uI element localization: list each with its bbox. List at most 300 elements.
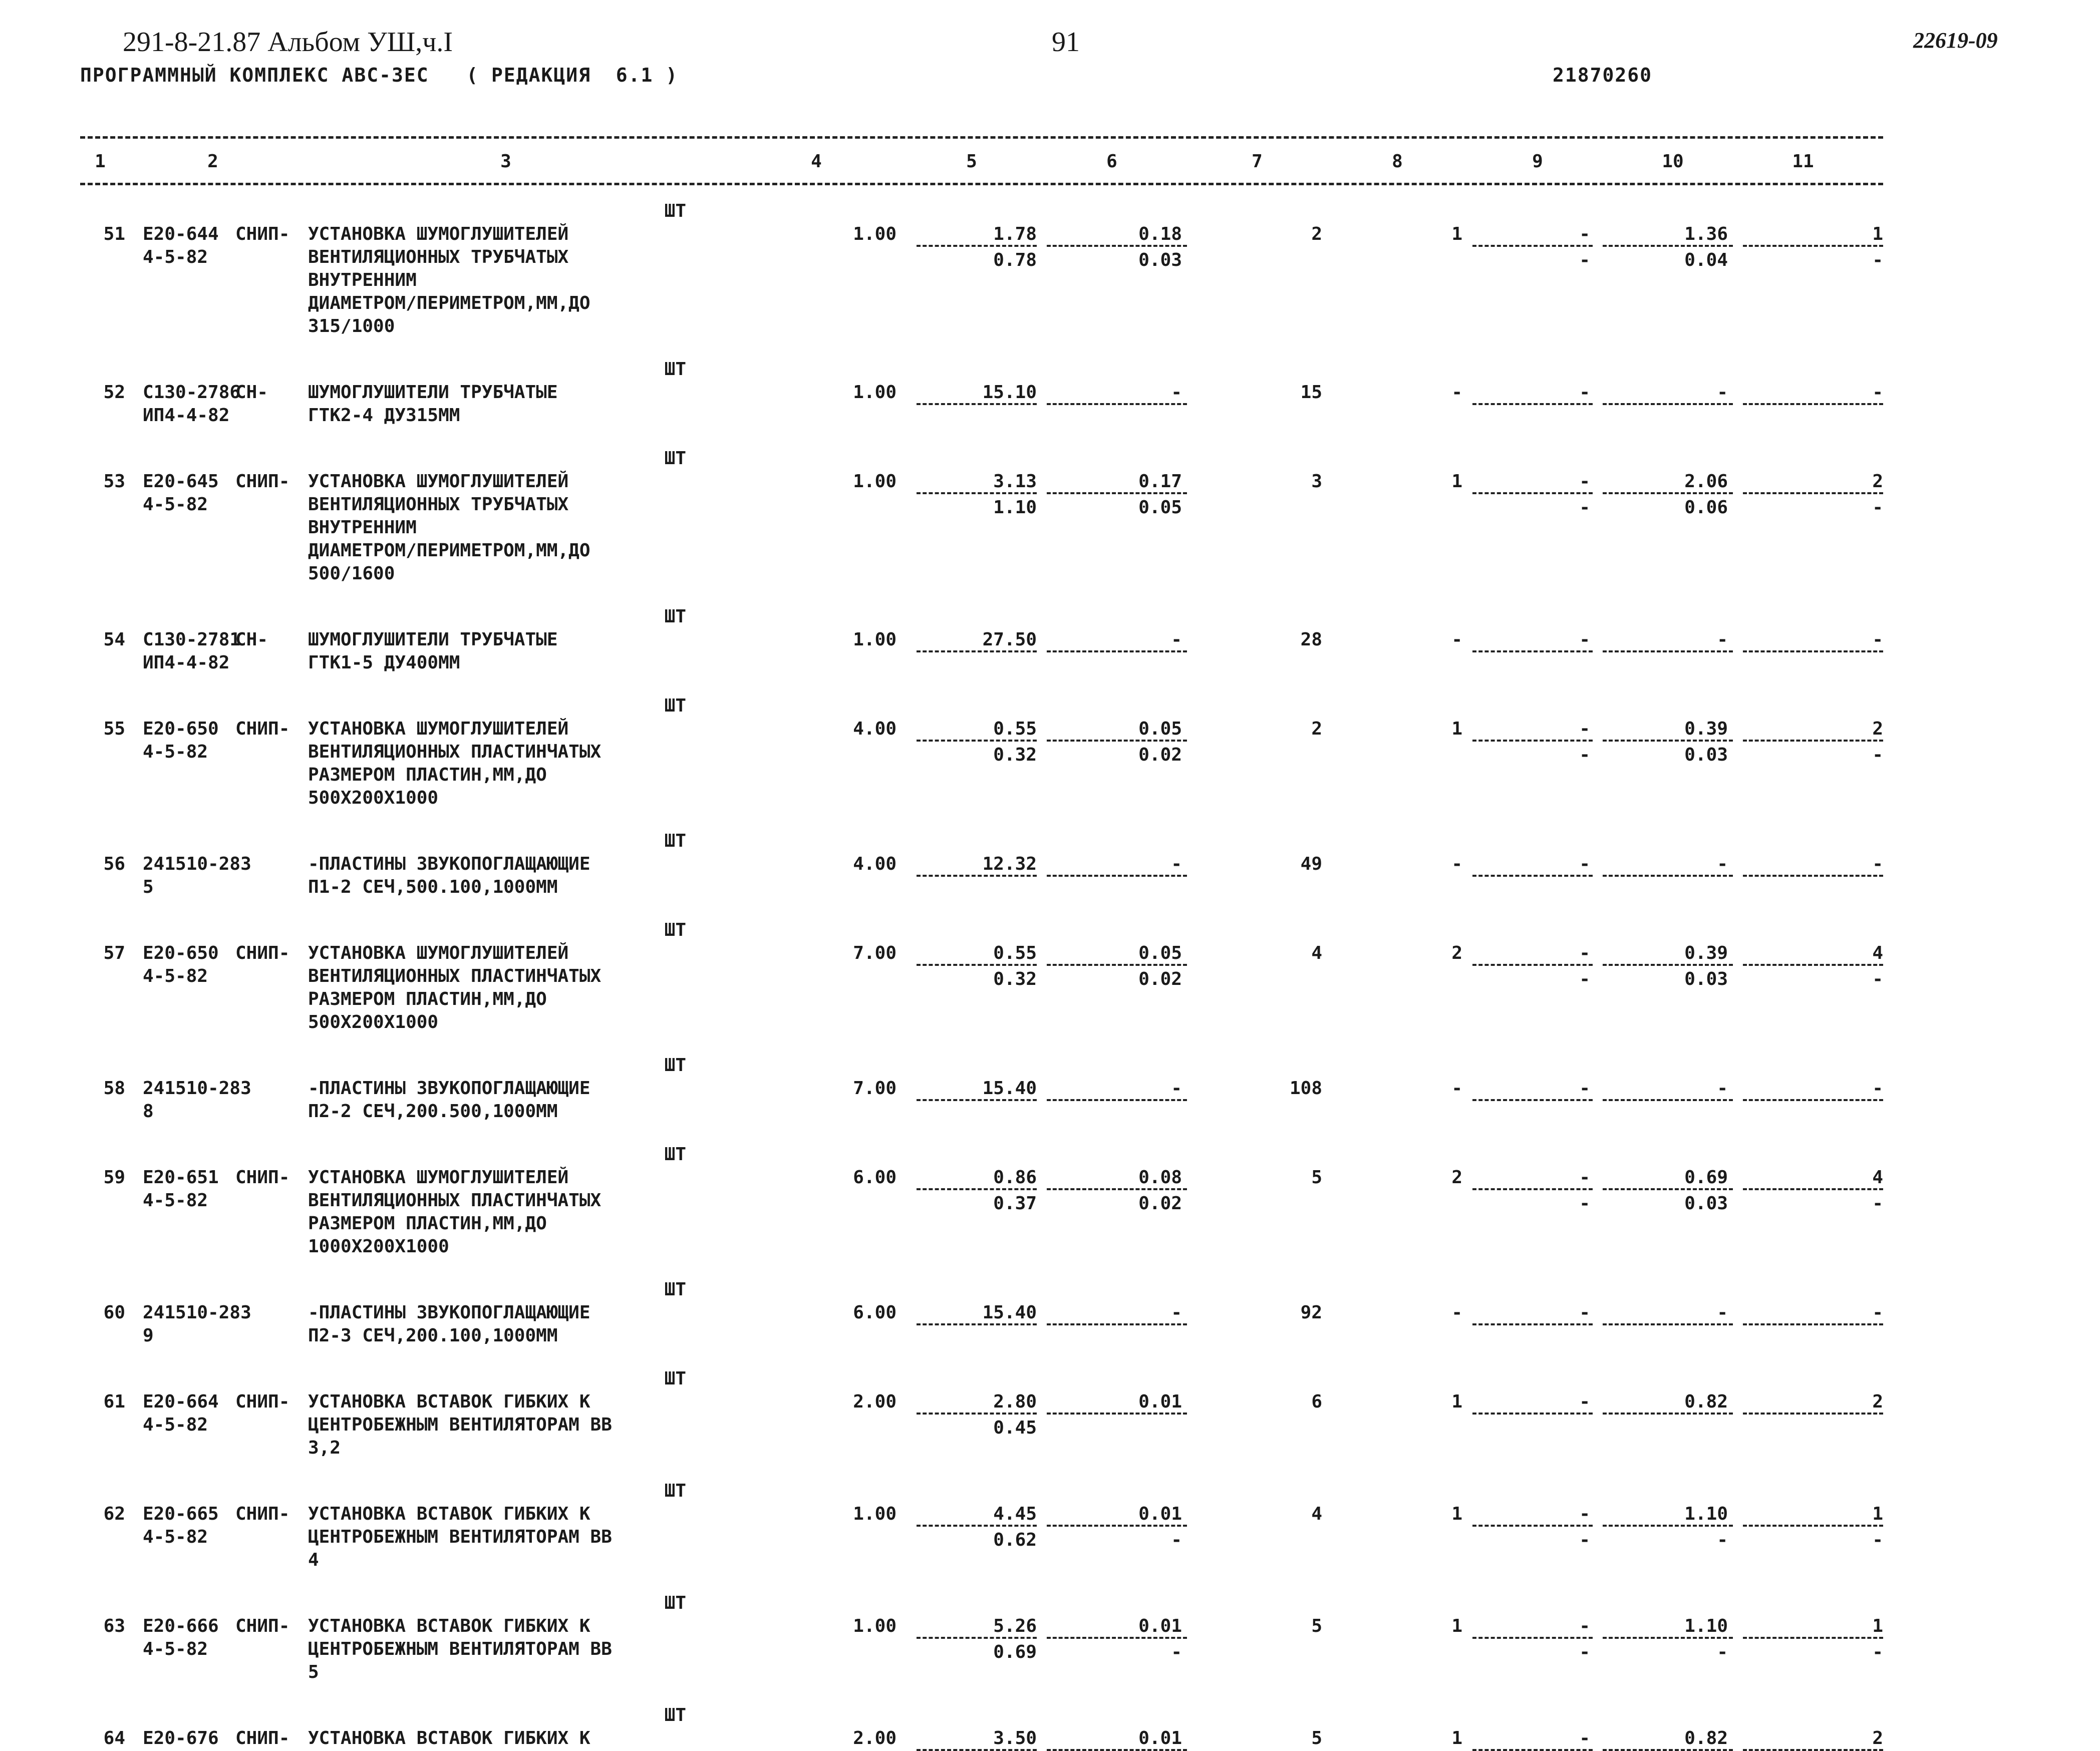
value-separator	[1047, 1413, 1187, 1415]
quantity: 6.00	[853, 1302, 896, 1323]
work-description: -ПЛАСТИНЫ ЗВУКОПОГЛАЩАЮЩИЕ	[308, 854, 590, 874]
cell-col-6: 0.05	[1138, 943, 1182, 963]
norm-source-detail: 4-5-82	[143, 247, 208, 267]
value-separator	[1603, 245, 1733, 247]
norm-code: Е20-664	[143, 1391, 219, 1412]
cell-col-8: 1	[1451, 1616, 1462, 1636]
norm-source: СНИП-	[235, 1504, 290, 1524]
norm-source-detail: 4-5-82	[143, 966, 208, 986]
value-separator	[1472, 875, 1593, 877]
value-separator	[917, 1323, 1037, 1325]
cell-col-6: -	[1171, 1302, 1182, 1323]
cell-col-9-secondary: -	[1579, 1642, 1590, 1662]
work-description: П2-2 СЕЧ,200.500,1000ММ	[308, 1101, 558, 1122]
row-number: 64	[103, 1728, 125, 1748]
cell-col-10: 2.06	[1684, 471, 1728, 492]
cell-col-9-secondary: -	[1579, 1530, 1590, 1550]
row-number: 57	[103, 943, 125, 963]
work-description: ШУМОГЛУШИТЕЛИ ТРУБЧАТЫЕ	[308, 629, 558, 650]
quantity: 1.00	[853, 1504, 896, 1524]
value-separator	[1743, 964, 1883, 966]
cell-col-11: 4	[1872, 1167, 1883, 1188]
cell-col-10: 1.36	[1684, 224, 1728, 244]
work-description: ЦЕНТРОБЕЖНЫМ ВЕНТИЛЯТОРАМ ВВ	[308, 1527, 612, 1547]
cell-col-5: 5.26	[993, 1616, 1037, 1636]
norm-source-detail: 4-5-82	[143, 1415, 208, 1435]
cell-col-9: -	[1579, 1391, 1590, 1412]
cell-col-7: 5	[1311, 1167, 1322, 1188]
cell-col-7: 108	[1289, 1078, 1322, 1099]
cell-col-5: 2.80	[993, 1391, 1037, 1412]
cell-col-9: -	[1579, 1504, 1590, 1524]
cell-col-9: -	[1579, 471, 1590, 492]
norm-source-detail: 4-5-82	[143, 1190, 208, 1211]
value-separator	[1047, 492, 1187, 494]
work-description: ВЕНТИЛЯЦИОННЫХ ТРУБЧАТЫХ	[308, 494, 569, 515]
work-description: ВНУТРЕННИМ	[308, 517, 417, 538]
cell-col-11-secondary: -	[1872, 1193, 1883, 1214]
value-separator	[1603, 740, 1733, 742]
cell-col-8: -	[1451, 382, 1462, 403]
quantity: 1.00	[853, 224, 896, 244]
cell-col-9: -	[1579, 1728, 1590, 1748]
cell-col-6-secondary: 0.02	[1138, 969, 1182, 989]
cell-col-11: 2	[1872, 471, 1883, 492]
cell-col-6-secondary: 0.05	[1138, 497, 1182, 518]
cell-col-6: 0.17	[1138, 471, 1182, 492]
album-reference: 291-8-21.87 Альбом УШ,ч.I	[123, 27, 453, 58]
cell-col-7: 15	[1300, 382, 1322, 403]
work-description: 5	[308, 1662, 319, 1682]
work-description: ВЕНТИЛЯЦИОННЫХ ПЛАСТИНЧАТЫХ	[308, 966, 602, 986]
handwritten-stamp: 22619-09	[1913, 28, 1998, 53]
norm-source: СН-	[235, 629, 268, 650]
cell-col-7: 3	[1311, 471, 1322, 492]
norm-code: С130-2781	[143, 629, 241, 650]
row-number: 60	[103, 1302, 125, 1323]
column-header-8: 8	[1392, 151, 1403, 172]
value-separator	[917, 1749, 1037, 1751]
cell-col-10-secondary: 0.04	[1684, 250, 1728, 270]
row-number: 55	[103, 719, 125, 739]
row-number: 61	[103, 1391, 125, 1412]
cell-col-6: 0.18	[1138, 224, 1182, 244]
cell-col-11: 2	[1872, 1728, 1883, 1748]
norm-source-detail: 4-5-82	[143, 1639, 208, 1659]
work-description: ЦЕНТРОБЕЖНЫМ ВЕНТИЛЯТОРАМ ВВ	[308, 1415, 612, 1435]
row-number: 53	[103, 471, 125, 492]
work-description: УСТАНОВКА ШУМОГЛУШИТЕЛЕЙ	[308, 1167, 569, 1188]
quantity: 1.00	[853, 382, 896, 403]
work-description: 500Х200Х1000	[308, 1012, 439, 1032]
cell-col-9: -	[1579, 1302, 1590, 1323]
value-separator	[1603, 403, 1733, 405]
cell-col-11-secondary: -	[1872, 250, 1883, 270]
cell-col-6: 0.05	[1138, 719, 1182, 739]
cell-col-11: -	[1872, 1302, 1883, 1323]
cell-col-9-secondary: -	[1579, 497, 1590, 518]
value-separator	[1472, 492, 1593, 494]
cell-col-10: 1.10	[1684, 1616, 1728, 1636]
cell-col-6: 0.01	[1138, 1616, 1182, 1636]
work-description: УСТАНОВКА ШУМОГЛУШИТЕЛЕЙ	[308, 943, 569, 963]
work-description: -ПЛАСТИНЫ ЗВУКОПОГЛАЩАЮЩИЕ	[308, 1302, 590, 1323]
cell-col-11: -	[1872, 629, 1883, 650]
cell-col-6: -	[1171, 1078, 1182, 1099]
value-separator	[1047, 1525, 1187, 1527]
row-number: 58	[103, 1078, 125, 1099]
cell-col-10: -	[1717, 1078, 1728, 1099]
cell-col-9: -	[1579, 382, 1590, 403]
norm-source-detail: ИП4-4-82	[143, 652, 230, 673]
unit-label: ШТ	[664, 695, 686, 716]
cell-col-6: -	[1171, 382, 1182, 403]
value-separator	[1047, 740, 1187, 742]
cell-col-6: 0.08	[1138, 1167, 1182, 1188]
cell-col-5: 0.55	[993, 719, 1037, 739]
value-separator	[1603, 650, 1733, 652]
value-separator	[1743, 492, 1883, 494]
work-description: РАЗМЕРОМ ПЛАСТИН,ММ,ДО	[308, 765, 547, 785]
value-separator	[1743, 650, 1883, 652]
cell-col-5: 15.10	[982, 382, 1037, 403]
value-separator	[1743, 1637, 1883, 1639]
cell-col-5: 0.55	[993, 943, 1037, 963]
work-description: П1-2 СЕЧ,500.100,1000ММ	[308, 877, 558, 897]
norm-code: Е20-650	[143, 943, 219, 963]
cell-col-5-secondary: 0.32	[993, 969, 1037, 989]
cell-col-10: 1.10	[1684, 1504, 1728, 1524]
cell-col-8: 1	[1451, 1728, 1462, 1748]
work-description: ШУМОГЛУШИТЕЛИ ТРУБЧАТЫЕ	[308, 382, 558, 403]
cell-col-6-secondary: -	[1171, 1530, 1182, 1550]
cell-col-5-secondary: 0.37	[993, 1193, 1037, 1214]
cell-col-10: -	[1717, 629, 1728, 650]
unit-label: ШТ	[664, 201, 686, 221]
work-description: ВЕНТИЛЯЦИОННЫХ ПЛАСТИНЧАТЫХ	[308, 1190, 602, 1211]
norm-source-detail: 8	[143, 1101, 154, 1122]
norm-source: СНИП-	[235, 719, 290, 739]
value-separator	[1743, 1749, 1883, 1751]
norm-source-detail: 9	[143, 1325, 154, 1346]
value-separator	[1743, 875, 1883, 877]
norm-code: Е20-644	[143, 224, 219, 244]
cell-col-5: 15.40	[982, 1078, 1037, 1099]
work-description: УСТАНОВКА ВСТАВОК ГИБКИХ К	[308, 1616, 590, 1636]
work-description: 3,2	[308, 1438, 341, 1458]
unit-label: ШТ	[664, 448, 686, 469]
quantity: 6.00	[853, 1167, 896, 1188]
cell-col-5-secondary: 0.69	[993, 1642, 1037, 1662]
norm-source: СНИП-	[235, 1728, 290, 1748]
cell-col-5: 3.13	[993, 471, 1037, 492]
cell-col-7: 6	[1311, 1391, 1322, 1412]
cell-col-8: -	[1451, 1302, 1462, 1323]
cell-col-6-secondary: -	[1171, 1642, 1182, 1662]
cell-col-7: 4	[1311, 943, 1322, 963]
value-separator	[1047, 650, 1187, 652]
cell-col-5-secondary: 0.45	[993, 1418, 1037, 1438]
cell-col-10-secondary: -	[1717, 1642, 1728, 1662]
cell-col-8: 1	[1451, 719, 1462, 739]
cell-col-9: -	[1579, 1616, 1590, 1636]
value-separator	[1047, 1323, 1187, 1325]
work-description: ДИАМЕТРОМ/ПЕРИМЕТРОМ,ММ,ДО	[308, 540, 590, 561]
norm-source: СНИП-	[235, 1616, 290, 1636]
quantity: 2.00	[853, 1391, 896, 1412]
value-separator	[1472, 1637, 1593, 1639]
work-description: ГТК1-5 ДУ400ММ	[308, 652, 460, 673]
norm-source: СН-	[235, 382, 268, 403]
cell-col-9: -	[1579, 629, 1590, 650]
norm-source: СНИП-	[235, 943, 290, 963]
cell-col-6: -	[1171, 854, 1182, 874]
work-description: 500/1600	[308, 563, 395, 584]
cell-col-11: 1	[1872, 224, 1883, 244]
value-separator	[1047, 1749, 1187, 1751]
work-description: УСТАНОВКА ШУМОГЛУШИТЕЛЕЙ	[308, 719, 569, 739]
cell-col-9-secondary: -	[1579, 250, 1590, 270]
cell-col-5-secondary: 0.62	[993, 1530, 1037, 1550]
value-separator	[1603, 1525, 1733, 1527]
value-separator	[1472, 1323, 1593, 1325]
unit-label: ШТ	[664, 1055, 686, 1076]
cell-col-10: 0.82	[1684, 1391, 1728, 1412]
norm-source-detail: 5	[143, 877, 154, 897]
cell-col-9-secondary: -	[1579, 1193, 1590, 1214]
norm-source: СНИП-	[235, 224, 290, 244]
value-separator	[1047, 403, 1187, 405]
cell-col-8: 2	[1451, 1167, 1462, 1188]
cell-col-9: -	[1579, 1078, 1590, 1099]
value-separator	[1603, 1323, 1733, 1325]
norm-code: Е20-651	[143, 1167, 219, 1188]
norm-code: 241510-283	[143, 854, 251, 874]
work-description: УСТАНОВКА ВСТАВОК ГИБКИХ К	[308, 1504, 590, 1524]
work-description: ДИАМЕТРОМ/ПЕРИМЕТРОМ,ММ,ДО	[308, 293, 590, 313]
cell-col-7: 5	[1311, 1728, 1322, 1748]
cell-col-7: 49	[1300, 854, 1322, 874]
cell-col-11-secondary: -	[1872, 1530, 1883, 1550]
value-separator	[917, 1525, 1037, 1527]
cell-col-8: 2	[1451, 943, 1462, 963]
norm-source: СНИП-	[235, 471, 290, 492]
work-description: РАЗМЕРОМ ПЛАСТИН,ММ,ДО	[308, 989, 547, 1009]
cell-col-5: 0.86	[993, 1167, 1037, 1188]
quantity: 2.00	[853, 1728, 896, 1748]
value-separator	[1743, 1413, 1883, 1415]
norm-code: Е20-666	[143, 1616, 219, 1636]
column-header-2: 2	[207, 151, 218, 172]
value-separator	[1472, 1099, 1593, 1101]
cell-col-6-secondary: 0.03	[1138, 250, 1182, 270]
value-separator	[1603, 964, 1733, 966]
unit-label: ШТ	[664, 359, 686, 380]
cell-col-5: 3.50	[993, 1728, 1037, 1748]
cell-col-7: 92	[1300, 1302, 1322, 1323]
cell-col-6: 0.01	[1138, 1391, 1182, 1412]
cell-col-8: 1	[1451, 224, 1462, 244]
cell-col-9: -	[1579, 854, 1590, 874]
cell-col-10: 0.39	[1684, 719, 1728, 739]
cell-col-9-secondary: -	[1579, 745, 1590, 765]
cell-col-7: 5	[1311, 1616, 1322, 1636]
cell-col-8: 1	[1451, 471, 1462, 492]
value-separator	[1743, 403, 1883, 405]
value-separator	[1472, 1525, 1593, 1527]
norm-code: Е20-650	[143, 719, 219, 739]
unit-label: ШТ	[664, 831, 686, 851]
norm-code: Е20-665	[143, 1504, 219, 1524]
cell-col-5-secondary: 0.78	[993, 250, 1037, 270]
quantity: 1.00	[853, 629, 896, 650]
cell-col-10: -	[1717, 1302, 1728, 1323]
norm-code: Е20-645	[143, 471, 219, 492]
value-separator	[917, 964, 1037, 966]
unit-label: ШТ	[664, 1368, 686, 1389]
program-title: ПРОГРАММНЫЙ КОМПЛЕКС АВС-3ЕС ( РЕДАКЦИЯ 6.1 )	[80, 64, 679, 86]
cell-col-11: 1	[1872, 1616, 1883, 1636]
value-separator	[917, 245, 1037, 247]
cell-col-10: 0.82	[1684, 1728, 1728, 1748]
cell-col-10-secondary: 0.06	[1684, 497, 1728, 518]
column-header-1: 1	[95, 151, 106, 172]
cell-col-7: 28	[1300, 629, 1322, 650]
row-number: 59	[103, 1167, 125, 1188]
value-separator	[917, 403, 1037, 405]
value-separator	[1743, 1323, 1883, 1325]
cell-col-8: -	[1451, 1078, 1462, 1099]
value-separator	[1743, 1188, 1883, 1190]
value-separator	[1603, 1099, 1733, 1101]
norm-source-detail: 4-5-82	[143, 742, 208, 762]
work-description: ГТК2-4 ДУ315ММ	[308, 405, 460, 426]
cell-col-10: -	[1717, 382, 1728, 403]
cell-col-5: 15.40	[982, 1302, 1037, 1323]
quantity: 4.00	[853, 854, 896, 874]
value-separator	[917, 650, 1037, 652]
cell-col-9: -	[1579, 224, 1590, 244]
cell-col-11: -	[1872, 382, 1883, 403]
quantity: 1.00	[853, 1616, 896, 1636]
value-separator	[917, 1099, 1037, 1101]
cell-col-5-secondary: 1.10	[993, 497, 1037, 518]
quantity: 1.00	[853, 471, 896, 492]
value-separator	[917, 875, 1037, 877]
value-separator	[1472, 964, 1593, 966]
unit-label: ШТ	[664, 920, 686, 940]
value-separator	[1603, 1749, 1733, 1751]
work-description: ВНУТРЕННИМ	[308, 270, 417, 290]
quantity: 4.00	[853, 719, 896, 739]
cell-col-11: 1	[1872, 1504, 1883, 1524]
cell-col-8: -	[1451, 629, 1462, 650]
value-separator	[1603, 1637, 1733, 1639]
cell-col-5-secondary: 0.32	[993, 745, 1037, 765]
value-separator	[1472, 1749, 1593, 1751]
work-description: 315/1000	[308, 316, 395, 336]
cell-col-8: 1	[1451, 1504, 1462, 1524]
cell-col-6: 0.01	[1138, 1728, 1182, 1748]
cell-col-6-secondary: 0.02	[1138, 745, 1182, 765]
unit-label: ШТ	[664, 1593, 686, 1613]
value-separator	[917, 1188, 1037, 1190]
unit-label: ШТ	[664, 1144, 686, 1165]
value-separator	[1472, 403, 1593, 405]
value-separator	[917, 1413, 1037, 1415]
cell-col-10: 0.69	[1684, 1167, 1728, 1188]
row-number: 56	[103, 854, 125, 874]
value-separator	[1472, 1413, 1593, 1415]
unit-label: ШТ	[664, 1481, 686, 1501]
cell-col-6-secondary: 0.02	[1138, 1193, 1182, 1214]
value-separator	[917, 740, 1037, 742]
cell-col-10-secondary: -	[1717, 1530, 1728, 1550]
row-number: 51	[103, 224, 125, 244]
value-separator	[1472, 1188, 1593, 1190]
unit-label: ШТ	[664, 606, 686, 627]
work-description: РАЗМЕРОМ ПЛАСТИН,ММ,ДО	[308, 1213, 547, 1234]
norm-code: Е20-676	[143, 1728, 219, 1748]
work-description: УСТАНОВКА ШУМОГЛУШИТЕЛЕЙ	[308, 471, 569, 492]
work-description: УСТАНОВКА ШУМОГЛУШИТЕЛЕЙ	[308, 224, 569, 244]
cell-col-5: 27.50	[982, 629, 1037, 650]
norm-code: 241510-283	[143, 1078, 251, 1099]
work-description: ВЕНТИЛЯЦИОННЫХ ТРУБЧАТЫХ	[308, 247, 569, 267]
cell-col-10-secondary: 0.03	[1684, 969, 1728, 989]
row-number: 62	[103, 1504, 125, 1524]
document-code: 21870260	[1553, 64, 1653, 86]
value-separator	[1047, 1188, 1187, 1190]
row-number: 54	[103, 629, 125, 650]
cell-col-11: -	[1872, 1078, 1883, 1099]
cell-col-11: 4	[1872, 943, 1883, 963]
column-header-11: 11	[1792, 151, 1814, 172]
cell-col-10: -	[1717, 854, 1728, 874]
column-header-7: 7	[1252, 151, 1263, 172]
work-description: УСТАНОВКА ВСТАВОК ГИБКИХ К	[308, 1728, 590, 1748]
column-header-9: 9	[1532, 151, 1543, 172]
column-header-10: 10	[1662, 151, 1684, 172]
norm-source: СНИП-	[235, 1391, 290, 1412]
cell-col-9: -	[1579, 1167, 1590, 1188]
norm-code: С130-2786	[143, 382, 241, 403]
row-number: 63	[103, 1616, 125, 1636]
cell-col-11: 2	[1872, 719, 1883, 739]
cell-col-11: -	[1872, 854, 1883, 874]
value-separator	[1603, 1413, 1733, 1415]
cell-col-10-secondary: 0.03	[1684, 745, 1728, 765]
value-separator	[917, 492, 1037, 494]
value-separator	[1743, 1099, 1883, 1101]
column-header-5: 5	[966, 151, 977, 172]
value-separator	[1603, 1188, 1733, 1190]
value-separator	[1743, 245, 1883, 247]
value-separator	[917, 1637, 1037, 1639]
value-separator	[1603, 875, 1733, 877]
cell-col-9: -	[1579, 943, 1590, 963]
value-separator	[1047, 245, 1187, 247]
cell-col-11-secondary: -	[1872, 745, 1883, 765]
value-separator	[1472, 245, 1593, 247]
page-number: 91	[1052, 27, 1080, 58]
value-separator	[1047, 1637, 1187, 1639]
cell-col-7: 4	[1311, 1504, 1322, 1524]
cell-col-10-secondary: 0.03	[1684, 1193, 1728, 1214]
cell-col-7: 2	[1311, 224, 1322, 244]
cell-col-9: -	[1579, 719, 1590, 739]
norm-source-detail: 4-5-82	[143, 1527, 208, 1547]
